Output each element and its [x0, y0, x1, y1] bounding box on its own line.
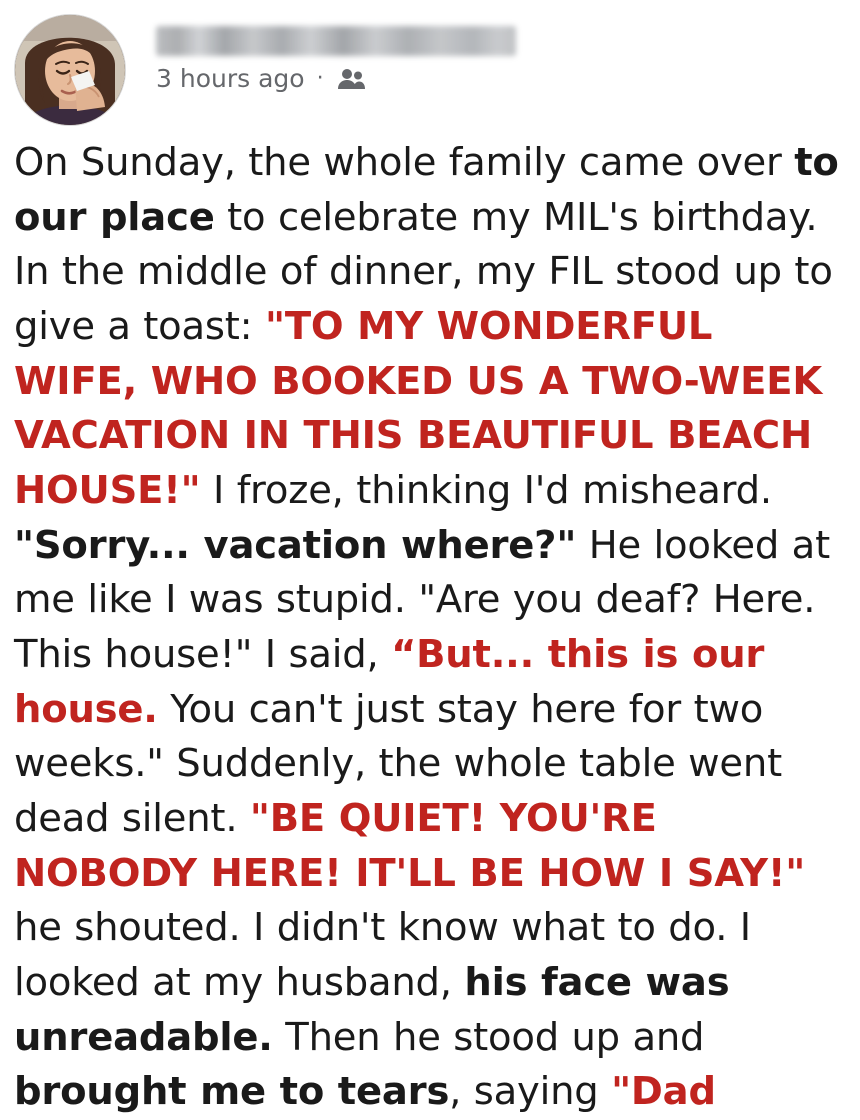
segment-0: On Sunday, the whole family came over — [14, 140, 795, 185]
post-header-text — [156, 14, 516, 91]
meta-separator: · — [316, 65, 324, 91]
segment-6: He looked at me like I was stupid. "Are you deaf? Here. This house!" I said, — [14, 522, 830, 677]
segment-7: “But... this is our house. — [14, 631, 765, 732]
segment-9: "BE QUIET! YOU'RE NOBODY HERE! IT'LL BE HOW I SAY!" — [14, 795, 806, 896]
segment-8: You can't just stay here for two weeks." Suddenly, the whole table went dead silent. — [14, 686, 782, 841]
segment-1: to our place — [14, 140, 839, 240]
segment-3: "TO MY WONDERFUL WIFE, WHO BOOKED US A TWO-WEEK VACATION IN THIS BEAUTIFUL BEACH HOUSE!" — [14, 303, 822, 513]
post-header — [0, 0, 860, 128]
segment-13: brought me to tears — [14, 1069, 450, 1115]
segment-10: he shouted. I didn't know what to do. I looked at my husband, — [14, 905, 751, 1005]
segment-5: "Sorry... vacation where?" — [14, 522, 577, 568]
crying-woman-avatar-icon — [15, 15, 125, 125]
post-timestamp[interactable]: 3 hours ago — [156, 64, 305, 93]
post-meta — [156, 66, 516, 91]
friends-icon[interactable] — [336, 67, 366, 91]
author-name[interactable] — [156, 26, 516, 56]
segment-11: his face was unreadable. — [14, 959, 730, 1060]
segment-4: I froze, thinking I'd misheard. — [200, 467, 772, 513]
avatar[interactable] — [14, 14, 126, 126]
segment-12: Then he stood up and — [272, 1014, 705, 1060]
post-body-text — [0, 128, 860, 1120]
segment-2: to celebrate my MIL's birthday. In the middle of dinner, my FIL stood up to give a toast: — [14, 194, 833, 349]
segment-14: , saying — [449, 1069, 612, 1115]
segment-15: "Dad — [611, 1069, 716, 1115]
